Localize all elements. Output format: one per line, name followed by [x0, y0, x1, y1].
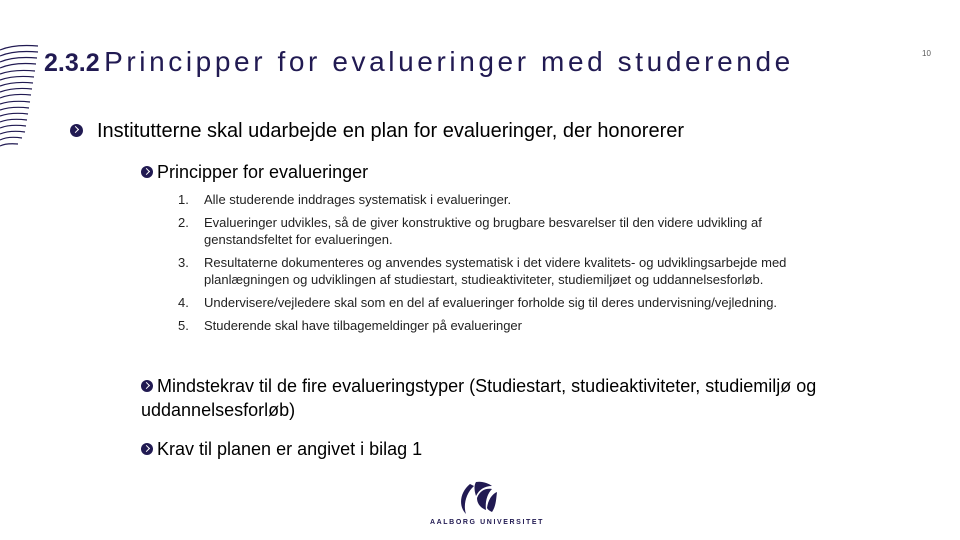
principles-list: [178, 191, 838, 340]
list-item: [178, 317, 838, 334]
list-item-text: Studerende skal have tilbagemeldinger på evalueringer: [204, 318, 522, 333]
list-item-number: 2.: [178, 215, 189, 230]
list-item-number: 4.: [178, 295, 189, 310]
page-number: 10: [922, 49, 931, 58]
list-item-text: Evalueringer udvikles, så de giver konstruktive og brugbare besvarelser til den videre udvikling af genstandsfeltet for evalueringen.: [204, 215, 762, 247]
sub-bullet-principles: [141, 160, 368, 184]
bullet-chevron-icon: [70, 124, 83, 137]
sub-bullet-minimum-requirements: [141, 374, 901, 422]
list-item-text: Alle studerende inddrages systematisk i evalueringer.: [204, 192, 512, 207]
main-bullet-text: Institutterne skal udarbejde en plan for evalueringer, der honorerer: [97, 120, 685, 142]
sub-bullet-text: Principper for evalueringer: [157, 162, 369, 182]
sub-bullet-text: Mindstekrav til de fire evalueringstyper (Studiestart, studieaktiviteter, studiemiljø og uddannelsesforløb): [141, 376, 817, 420]
list-item: [178, 191, 838, 208]
bullet-chevron-icon: [141, 380, 153, 392]
bullet-chevron-icon: [141, 443, 153, 455]
list-item-text: Resultaterne dokumenteres og anvendes systematisk i det videre kvalitets- og udviklingsarbejde med planlægningen og udviklingen af studiestart, studieaktiviteter, studiemiljøet og uddannelsesforløb.: [204, 255, 787, 287]
bullet-chevron-icon: [141, 166, 153, 178]
list-item-text: Undervisere/vejledere skal som en del af evalueringer forholde sig til deres undervisning/vejledning.: [204, 295, 778, 310]
title-number: 2.3.2: [44, 49, 100, 77]
wave-pattern-icon: [0, 44, 40, 154]
main-bullet: [70, 120, 684, 143]
list-item: [178, 294, 838, 311]
sub-bullet-plan-requirements: [141, 437, 422, 461]
title-text: Principper for evalueringer med studerende: [104, 46, 794, 77]
list-item-number: 5.: [178, 318, 189, 333]
logo-wordmark: AALBORG UNIVERSITET: [430, 519, 545, 526]
sub-bullet-text: Krav til planen er angivet i bilag 1: [157, 439, 423, 459]
list-item-number: 3.: [178, 255, 189, 270]
list-item: [178, 214, 838, 248]
list-item-number: 1.: [178, 192, 189, 207]
list-item: [178, 254, 838, 288]
slide-title: [44, 44, 794, 85]
